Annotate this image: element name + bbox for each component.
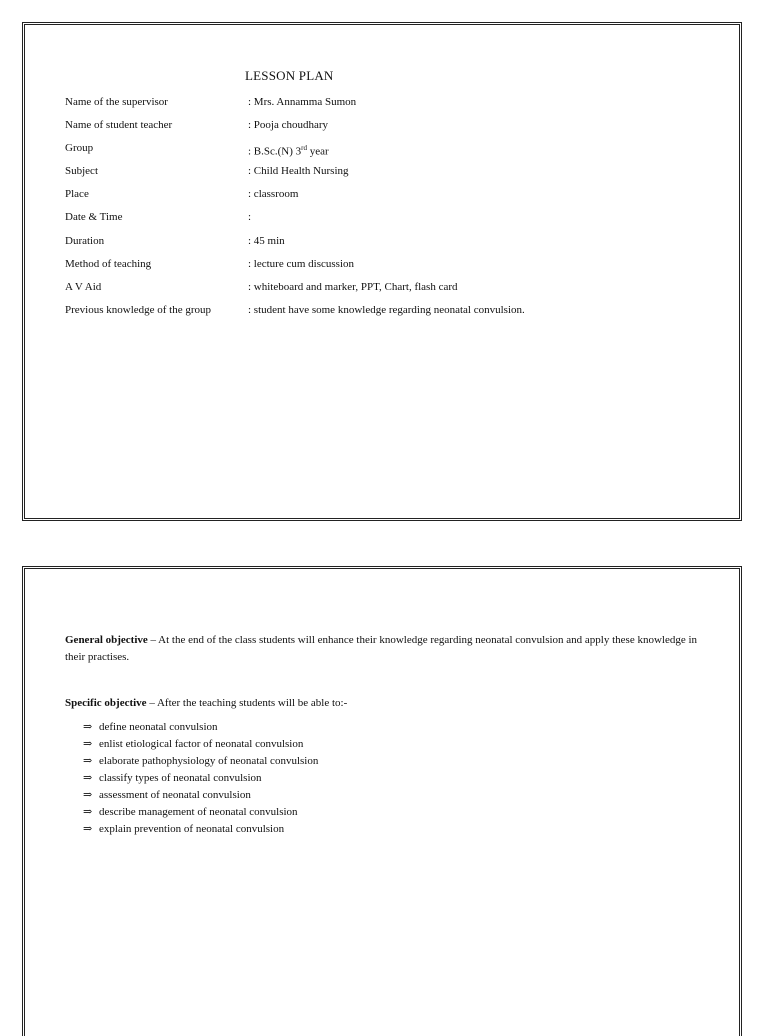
double-arrow-icon: ⇒ [83, 823, 93, 835]
general-objective-text: – At the end of the class students will enhance their knowledge regarding neonatal convulsion and apply these knowledge in their practises. [65, 634, 698, 663]
group-value-prefix: : B.Sc.(N) 3 [248, 145, 302, 158]
double-arrow-icon: ⇒ [83, 755, 93, 767]
field-value: : [248, 211, 252, 223]
list-item-text: elaborate pathophysiology of neonatal convulsion [99, 755, 319, 767]
field-label: Previous knowledge of the group [65, 304, 212, 316]
field-value: : whiteboard and marker, PPT, Chart, flash card [248, 281, 458, 293]
field-value: : classroom [248, 188, 299, 200]
objectives-page [22, 566, 742, 1036]
field-label: Date & Time [65, 211, 123, 223]
double-arrow-icon: ⇒ [83, 789, 93, 801]
field-label: Method of teaching [65, 258, 152, 270]
list-item [83, 753, 318, 770]
field-value: : student have some knowledge regarding neonatal convulsion. [248, 304, 525, 316]
list-item [83, 804, 318, 821]
group-value-suffix: year [307, 145, 329, 158]
list-item [83, 770, 318, 787]
field-value: : Child Health Nursing [248, 165, 349, 177]
specific-objective [65, 695, 715, 712]
field-label: Name of the supervisor [65, 96, 168, 108]
field-label: Group [65, 142, 94, 154]
field-label: Place [65, 188, 89, 200]
field-label: Duration [65, 235, 105, 247]
list-item [83, 719, 318, 736]
field-value: : 45 min [248, 235, 285, 247]
list-item [83, 736, 318, 753]
specific-objective-label: Specific objective [65, 697, 147, 709]
field-label: A V Aid [65, 281, 102, 293]
specific-objective-text: – After the teaching students will be able to:- [146, 697, 348, 709]
lesson-plan-page [22, 22, 742, 521]
lesson-plan-title: LESSON PLAN [245, 68, 334, 83]
list-item-text: define neonatal convulsion [99, 721, 218, 733]
specific-objective-list [83, 719, 318, 838]
group-value-superscript: rd [301, 144, 308, 152]
list-item-text: describe management of neonatal convulsion [99, 806, 298, 818]
field-value: : Mrs. Annamma Sumon [248, 96, 357, 108]
list-item [83, 821, 318, 838]
list-item-text: explain prevention of neonatal convulsion [99, 823, 285, 835]
field-value: : Pooja choudhary [248, 119, 329, 131]
list-item [83, 787, 318, 804]
double-arrow-icon: ⇒ [83, 738, 93, 750]
field-label: Name of student teacher [65, 119, 173, 131]
list-item-text: enlist etiological factor of neonatal convulsion [99, 738, 304, 750]
double-arrow-icon: ⇒ [83, 806, 93, 818]
general-objective [65, 632, 715, 666]
general-objective-label: General objective [65, 634, 148, 646]
field-value [248, 141, 329, 159]
list-item-text: classify types of neonatal convulsion [99, 772, 262, 784]
list-item-text: assessment of neonatal convulsion [99, 789, 251, 801]
double-arrow-icon: ⇒ [83, 721, 93, 733]
field-label: Subject [65, 165, 98, 177]
double-arrow-icon: ⇒ [83, 772, 93, 784]
field-value: : lecture cum discussion [248, 258, 355, 270]
